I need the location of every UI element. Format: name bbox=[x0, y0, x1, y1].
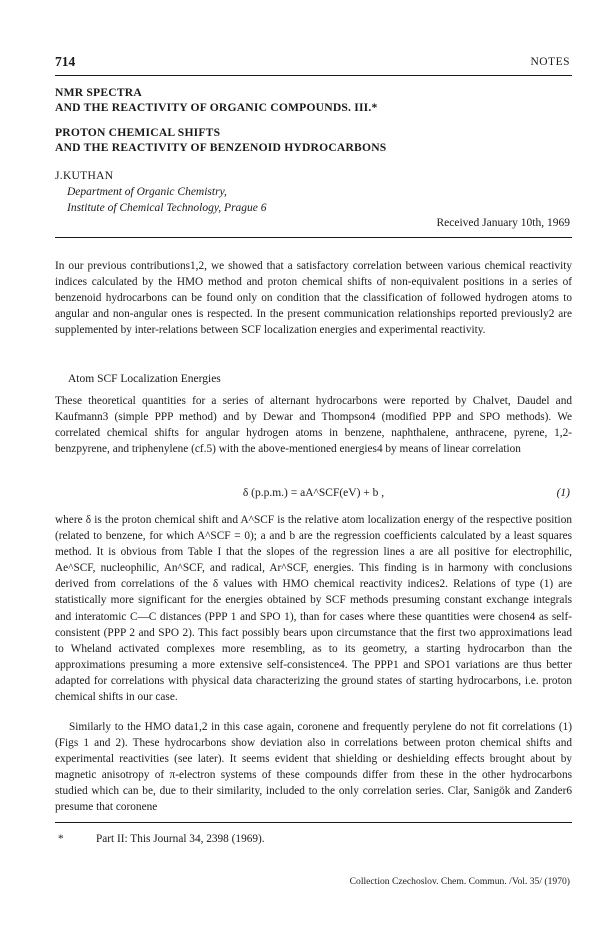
affiliation-line: Institute of Chemical Technology, Prague 6 bbox=[67, 202, 267, 214]
footnote bbox=[58, 833, 265, 845]
journal-footer: Collection Czechoslov. Chem. Commun. /Vol. 35/ (1970) bbox=[349, 876, 570, 887]
affiliation bbox=[67, 184, 267, 216]
abstract-rule bbox=[55, 237, 572, 238]
section-subheading: Atom SCF Localization Energies bbox=[68, 373, 221, 385]
title-line: AND THE REACTIVITY OF BENZENOID HYDROCARBONS bbox=[55, 140, 387, 154]
footnote-rule bbox=[55, 822, 572, 823]
equation-number: (1) bbox=[556, 487, 570, 499]
footnote-marker: * bbox=[58, 833, 64, 845]
paragraph-4: Similarly to the HMO data1,2 in this case again, coronene and frequently perylene do not fit correlations (1) (Figs 1 and 2). These hydrocarbons show deviation also in correlations between proton chemical shifts and experimental reactivities (see later). It seems evident that shielding or deshielding effects brought about by magnetic anisotropy of π-electron systems of these compounds differ from these in the other hydrocarbons studied which can be, due to their similarity, included to the only correlation series. Clar, Sanigök and Zander6 presume that coronene bbox=[55, 721, 572, 814]
title-line: NMR SPECTRA bbox=[55, 86, 142, 99]
page-number: 714 bbox=[55, 54, 76, 69]
title-line: AND THE REACTIVITY OF ORGANIC COMPOUNDS. III.* bbox=[55, 100, 378, 114]
title-block-1 bbox=[55, 86, 575, 115]
equation-expression: δ (p.p.m.) = aA^SCF(eV) + b , bbox=[242, 487, 385, 499]
section-label: NOTES bbox=[530, 56, 570, 68]
paragraph-2: These theoretical quantities for a series of alternant hydrocarbons were reported by Chalvet, Daudel and Kaufmann3 (simple PPP method) and by Dewar and Thompson4 (modified PPP and SPO methods). We correlated chemical shifts for angular hydrogen atoms in benzene, naphthalene, anthracene, pyrene, 1,2-benzpyrene, and triphenylene (cf.5) with the above-mentioned energies4 by means of linear correlation bbox=[55, 395, 572, 456]
author-name: J.KUTHAN bbox=[55, 170, 114, 182]
footnote-text: Part II: This Journal 34, 2398 (1969). bbox=[96, 833, 265, 845]
affiliation-line: Department of Organic Chemistry, bbox=[67, 186, 227, 198]
equation-1 bbox=[55, 487, 572, 505]
intro-paragraph: In our previous contributions1,2, we showed that a satisfactory correlation between various chemical reactivity indices calculated by the HMO method and proton chemical shifts of non-equivalent positions in a series of benzenoid hydrocarbons can be found only on condition that the classification of followed hydrogen atoms to angular and non-angular ones is respected. In the present communication relationships reported previously2 are supplemented by inter-relations between SCF localization energies and experimental reactivity. bbox=[55, 260, 572, 337]
received-date: Received January 10th, 1969 bbox=[436, 217, 570, 229]
paragraph-3: where δ is the proton chemical shift and A^SCF is the relative atom localization energy of the respective position (related to benzene, for which A^SCF = 0); a and b are the regression coefficients calculated by a least squares method. It is obvious from Table I that the slopes of the regression lines a are all positive for electrophilic, Ae^SCF, nucleophilic, An^SCF, and radical, Ar^SCF, energies. This finding is in harmony with conclusions derived from correlations of the δ values with HMO chemical reactivity indices2. Relations of type (1) are statistically more significant for the energies obtained by SCF methods presuming constant exchange integrals and interatomic C—C distances (PPP 1 and SPO 1), than for cases where these quantities were chosen4 as self-consistent (PPP 2 and SPO 2). This fact possibly bears upon circumstance that the first two approximations lead to Wheland activated complexes more resembling, as to its geometry, a starting hydrocarbon than the approximations presuming a more extensive self-consistence4. The PPP1 and SPO1 variations are thus better adapted for correlations with physical data characterizing the ground states of starting hydrocarbons, i.e. proton chemical shifts in our case. bbox=[55, 514, 572, 704]
title-line: PROTON CHEMICAL SHIFTS bbox=[55, 126, 221, 139]
title-block-2 bbox=[55, 126, 575, 155]
header-rule bbox=[55, 75, 572, 76]
